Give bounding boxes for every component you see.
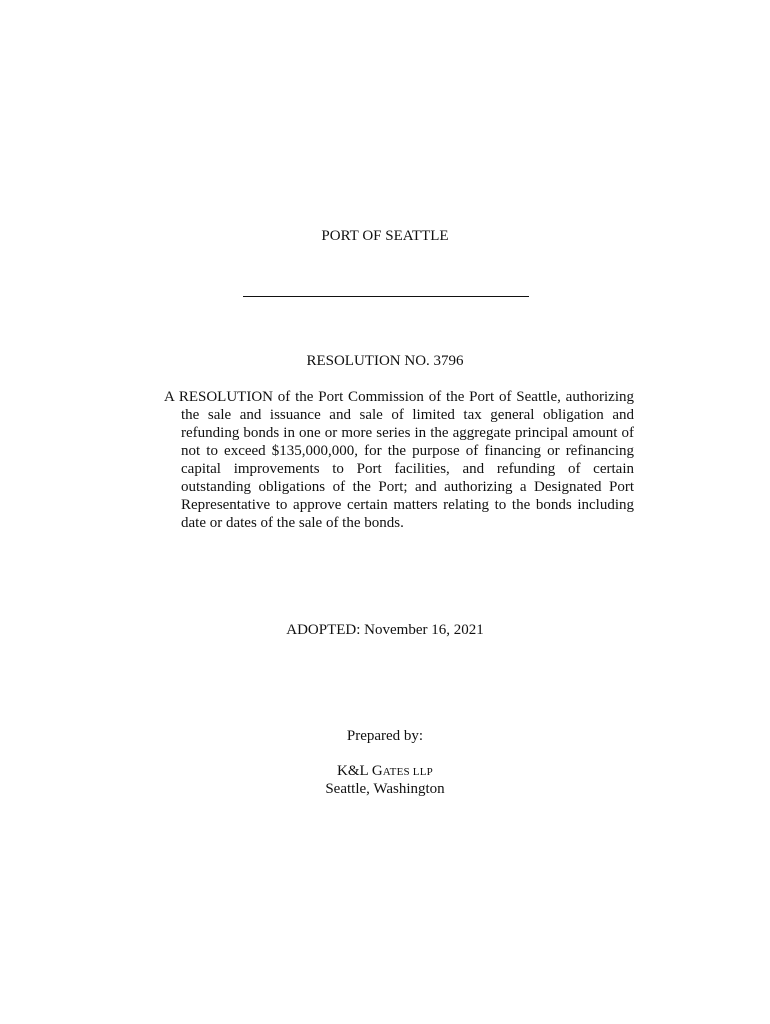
document-heading: PORT OF SEATTLE [321,228,449,244]
law-firm-prefix: K&L G [337,763,383,779]
resolution-number: RESOLUTION NO. 3796 [306,353,464,369]
law-firm-name [0,762,770,781]
law-firm-smallcaps: ATES LLP [382,766,433,778]
signature-rule [243,296,529,297]
prepared-by-label: Prepared by: [346,728,424,744]
law-firm-city: Seattle, Washington [325,781,445,797]
adopted-date: ADOPTED: November 16, 2021 [286,622,484,638]
resolution-text: A RESOLUTION of the Port Commission of the Port of Seattle, authorizing the sale and issuance and sale of limited tax general obligation and refunding bonds in one or more series in the aggregate principal amount of not to exceed $135,000,000, for the purpose of financing or refinancing capital improvements to Port facilities, and refunding of certain outstanding obligations of the Port; and authorizing a Designated Port Representative to approve certain matters relating to the bonds including date or dates of the sale of the bonds. [164,389,634,531]
